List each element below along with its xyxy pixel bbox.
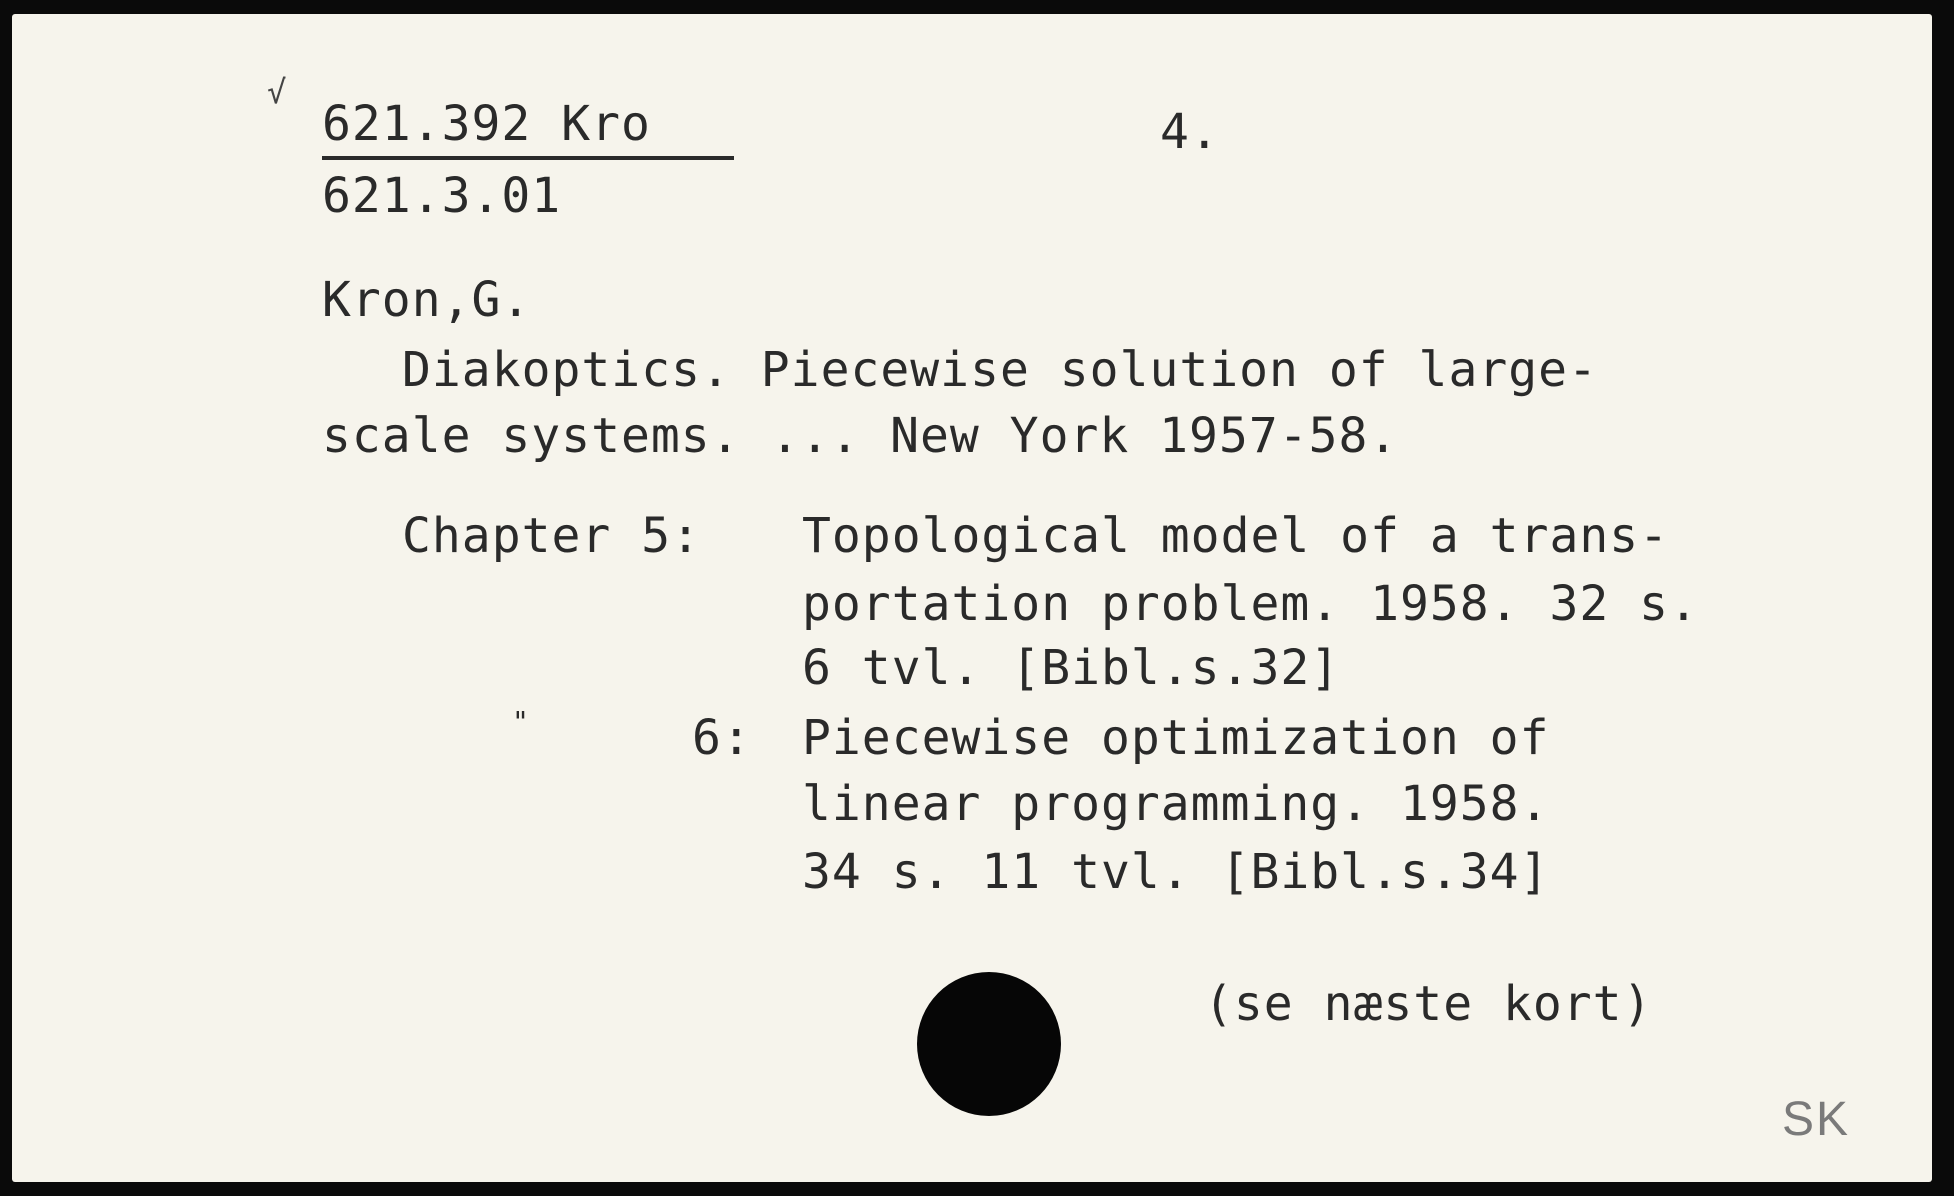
chapter-5-label: Chapter 5: — [402, 508, 701, 564]
classification-primary: 621.392 Kro — [322, 96, 651, 152]
chapter-6-line-1: Piecewise optimization of — [802, 710, 1550, 766]
continued-note: (se næste kort) — [1204, 976, 1653, 1032]
ditto-mark: " — [512, 705, 530, 738]
catalog-card — [12, 14, 1932, 1182]
volume-number: 4. — [1160, 104, 1220, 160]
chapter-5-line-1: Topological model of a trans- — [802, 508, 1670, 564]
chapter-6-label: 6: — [692, 710, 752, 766]
classification-underline — [322, 156, 734, 160]
title-line-2: scale systems. ... New York 1957-58. — [322, 408, 1399, 464]
author: Kron,G. — [322, 272, 532, 328]
chapter-6-line-2: linear programming. 1958. — [802, 776, 1550, 832]
chapter-5-line-3: 6 tvl. [Bibl.s.32] — [802, 640, 1341, 696]
classification-secondary: 621.3.01 — [322, 168, 562, 224]
chapter-5-line-2: portation problem. 1958. 32 s. — [802, 576, 1699, 632]
title-line-1: Diakoptics. Piecewise solution of large- — [402, 342, 1598, 398]
chapter-6-line-3: 34 s. 11 tvl. [Bibl.s.34] — [802, 844, 1550, 900]
cataloger-initials: SK — [1782, 1093, 1851, 1146]
punch-hole — [917, 972, 1061, 1116]
check-mark: √ — [267, 73, 288, 111]
